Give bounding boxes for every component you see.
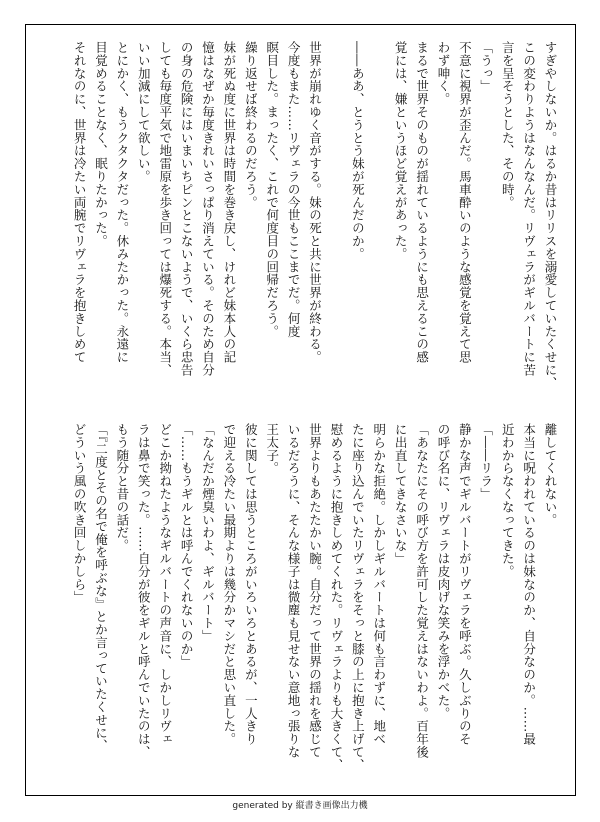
text-line: たに座り込んでいたリヴェラをそっと膝の上に抱き上げて、 — [350, 423, 366, 772]
text-line: 静かな声でギルバートがリヴェラを呼ぶ。久しぶりのそ — [457, 423, 473, 746]
text-line: の身の危険にはいまいちピンとこないようで、いくら忠告 — [179, 41, 195, 377]
text-line: 慰めるように抱きしめてくれた。リヴェラよりも大きくて、 — [328, 423, 344, 772]
text-line: 憶はなぜか毎度きれいさっぱり消えている。そのため自分 — [200, 41, 216, 377]
manuscript-page — [25, 24, 576, 796]
text-line: もう随分と昔の話だ。 — [114, 423, 130, 552]
text-line: この変わりようはなんなんだ。リヴェラがギルバートに苦 — [521, 41, 537, 377]
text-line: 「うっ」 — [478, 41, 494, 93]
text-line: の呼び名に、リヴェラは皮肉げな笑みを浮かべた。 — [435, 423, 451, 720]
text-line: で迎える冷たい最期よりは幾分かマシだと思い直した。 — [221, 423, 237, 746]
text-line: 王太子。 — [264, 423, 280, 475]
text-line: それなのに、世界は冷たい両腕でリヴェラを抱きしめて — [72, 41, 88, 364]
text-line: わず呻く。 — [435, 41, 451, 106]
text-line: 「あなたにその呼び方を許可した覚えはないわよ。百年後 — [414, 423, 430, 759]
text-line — [368, 41, 389, 401]
text-line: 目覚めることなく、眠りたかった。 — [93, 41, 109, 248]
generator-credit: generated by 縦書き画像出力機 — [232, 801, 368, 811]
text-line: どこか拗ねたようなギルバートの声音に、しかしリヴェ — [157, 423, 173, 746]
text-line: 今度もまた……リヴェラの今世もここまでだ。何度 — [286, 41, 302, 338]
text-line — [326, 41, 347, 401]
text-line: 「――リラ」 — [478, 423, 494, 501]
text-line: 本当に呪われているのは妹なのか、自分なのか。……最 — [521, 423, 537, 746]
text-line: ラは鼻で笑った。……自分が彼をギルと呼んでいたのは、 — [136, 423, 152, 759]
text-line: とにかく、もうクタクタだった。休みたかった。永遠に — [114, 41, 130, 364]
text-line: すぎやしないか。はるか昔はリリスを溺愛していたくせに、 — [543, 41, 558, 390]
text-line: 「なんだか煙臭いわよ、ギルバート」 — [200, 423, 216, 643]
text-line: 瞑目した。まったく、これで何度目の回帰だろう。 — [264, 41, 280, 338]
text-line: 世界が崩れゆく音がする。妹の死と共に世界が終わる。 — [307, 41, 323, 364]
text-line: 不意に視界が歪んだ。馬車酔いのような感覚を覚えて思 — [457, 41, 473, 364]
text-line: しても毎度平気で地雷原を歩き回っては爆死する。本当、 — [157, 41, 173, 377]
text-line: 「……もうギルとは呼んでくれないのか」 — [179, 423, 195, 669]
bottom-text-block — [69, 423, 561, 783]
text-line: 彼に関しては思うところがいろいろとあるが、一人きり — [243, 423, 259, 746]
text-line: 近わからなくなってきた。 — [500, 423, 516, 578]
text-line: 繰り返せば終わるのだろう。 — [243, 41, 259, 209]
text-line: 妹が死ぬ度に世界は時間を巻き戻し、けれど妹本人の記 — [221, 41, 237, 364]
text-line: ――ああ、とうとう妹が死んだのか。 — [350, 41, 366, 261]
text-line: まるで世界そのものが揺れているようにも思えるこの感 — [414, 41, 430, 364]
text-line: 覚には、嫌というほど覚えがあった。 — [393, 41, 409, 261]
text-line: いい加減にして欲しい。 — [136, 41, 152, 183]
text-line: どういう風の吹き回しかしら」 — [72, 423, 88, 604]
top-text-block — [69, 41, 561, 401]
text-line: 離してくれない。 — [543, 423, 558, 527]
text-line: いるだろうに、そんな様子は微塵も見せない意地っ張りな — [286, 423, 302, 759]
text-line: に出直してきなさいな」 — [393, 423, 409, 565]
text-line: 世界よりもあたたかい腕。自分だって世界の揺れを感じて — [307, 423, 323, 759]
text-line: 言を呈そうとした、その時。 — [500, 41, 516, 209]
text-line: 「『二度とその名で俺を呼ぶな』とか言っていたくせに、 — [93, 423, 109, 753]
text-line: 明らかな拒絶。しかしギルバートは何も言わずに、地べ — [371, 423, 387, 746]
